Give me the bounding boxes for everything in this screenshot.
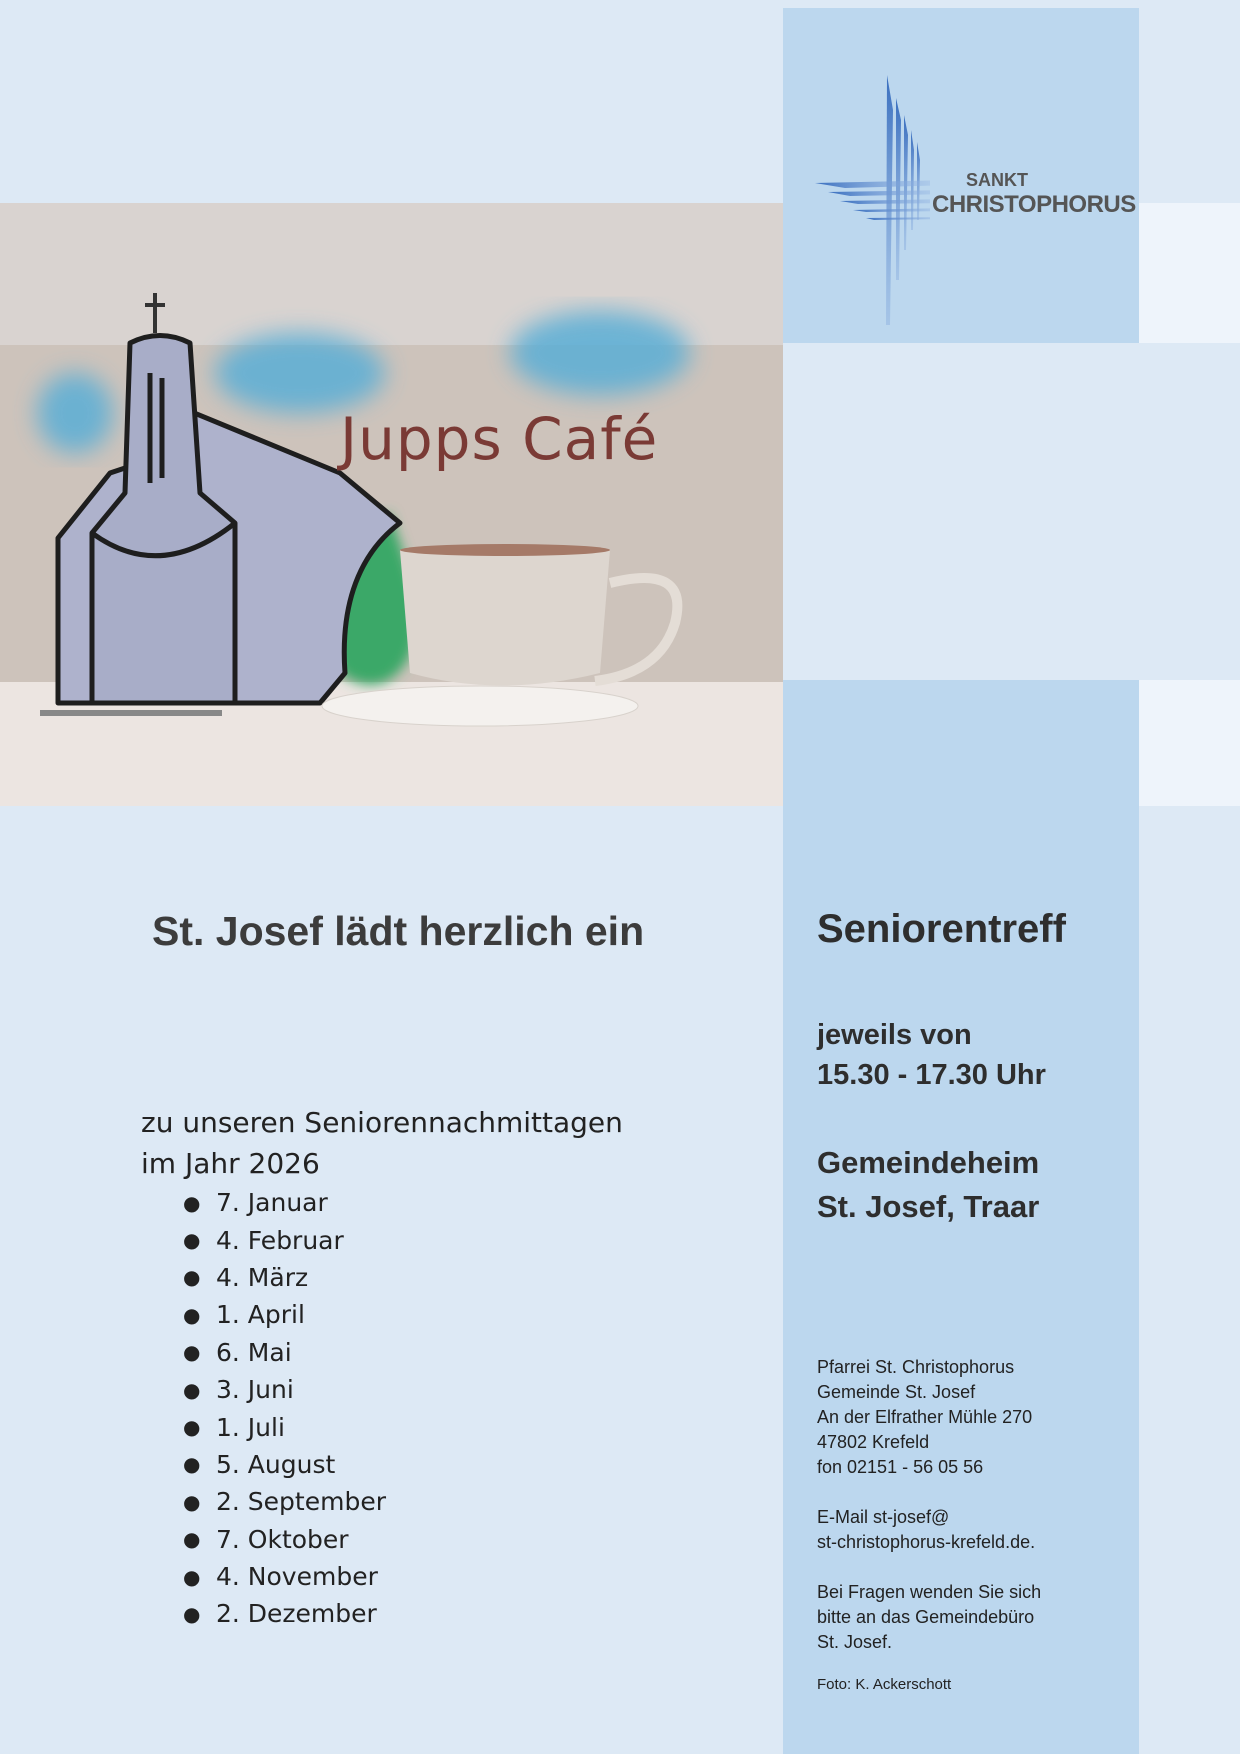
intro-line: im Jahr 2026 [141,1147,320,1180]
bullet-icon: ● [183,1564,201,1589]
headline: St. Josef lädt herzlich ein [152,908,645,954]
bullet-icon: ● [183,1489,201,1514]
date-text: 1. Juli [216,1412,285,1442]
date-text: 4. Februar [216,1225,344,1255]
event-title: Seniorentreff [817,907,1066,951]
date-text: 6. Mai [216,1337,292,1367]
decor-strip [1139,680,1240,806]
date-text: 5. August [216,1449,336,1479]
church-cup-illustration [0,203,783,806]
date-text: 1. April [216,1300,305,1330]
date-text: 4. März [216,1262,309,1292]
date-item [183,1483,386,1520]
bullet-icon: ● [183,1302,201,1327]
intro-text [141,1102,623,1184]
logo-text-sankt: SANKT [966,170,1028,190]
address-line: Pfarrei St. Christophorus [817,1357,1015,1377]
bullet-icon: ● [183,1190,201,1215]
place-line2: St. Josef, Traar [817,1189,1040,1224]
email-domain: st-christophorus-krefeld.de. [817,1532,1036,1552]
date-text: 3. Juni [216,1375,294,1405]
date-item [183,1334,386,1371]
date-item [183,1296,386,1333]
date-text: 7. Oktober [216,1524,349,1554]
logo-text-christophorus: CHRISTOPHORUS [932,191,1136,218]
address-line: 47802 Krefeld [817,1432,930,1452]
intro-line: zu unseren Seniorennachmittagen [141,1106,623,1139]
time-label: jeweils von [817,1019,972,1051]
cafe-title: Jupps Café [340,405,659,473]
date-text: 2. September [216,1487,386,1517]
phone: fon 02151 - 56 05 56 [817,1457,984,1477]
place-line1: Gemeindeheim [817,1145,1040,1180]
photo-credit: Foto: K. Ackerschott [817,1676,952,1693]
address-line: Gemeinde St. Josef [817,1382,976,1402]
date-item [183,1184,386,1221]
date-item [183,1595,386,1632]
decor-strip [1139,203,1240,343]
address-line: An der Elfrather Mühle 270 [817,1407,1033,1427]
bullet-icon: ● [183,1340,201,1365]
bullet-icon: ● [183,1377,201,1402]
date-item [183,1521,386,1558]
date-item [183,1259,386,1296]
bullet-icon: ● [183,1228,201,1253]
date-item [183,1446,386,1483]
date-item [183,1371,386,1408]
date-text: 7. Januar [216,1188,328,1218]
bullet-icon: ● [183,1265,201,1290]
cafe-photo [0,203,783,806]
contact-block [817,1355,1041,1680]
date-text: 2. Dezember [216,1599,377,1629]
date-item [183,1221,386,1258]
time: 15.30 - 17.30 Uhr [817,1059,1046,1091]
cross-logo-icon [810,70,930,330]
note-line: St. Josef. [817,1632,893,1652]
bullet-icon: ● [183,1415,201,1440]
bullet-icon: ● [183,1601,201,1626]
bullet-icon: ● [183,1527,201,1552]
date-item [183,1408,386,1445]
note-line: bitte an das Gemeindebüro [817,1607,1035,1627]
email-label: E-Mail st-josef@ [817,1507,950,1527]
date-text: 4. November [216,1562,378,1592]
date-list [183,1184,386,1633]
date-item [183,1558,386,1595]
bullet-icon: ● [183,1452,201,1477]
note-line: Bei Fragen wenden Sie sich [817,1582,1042,1602]
